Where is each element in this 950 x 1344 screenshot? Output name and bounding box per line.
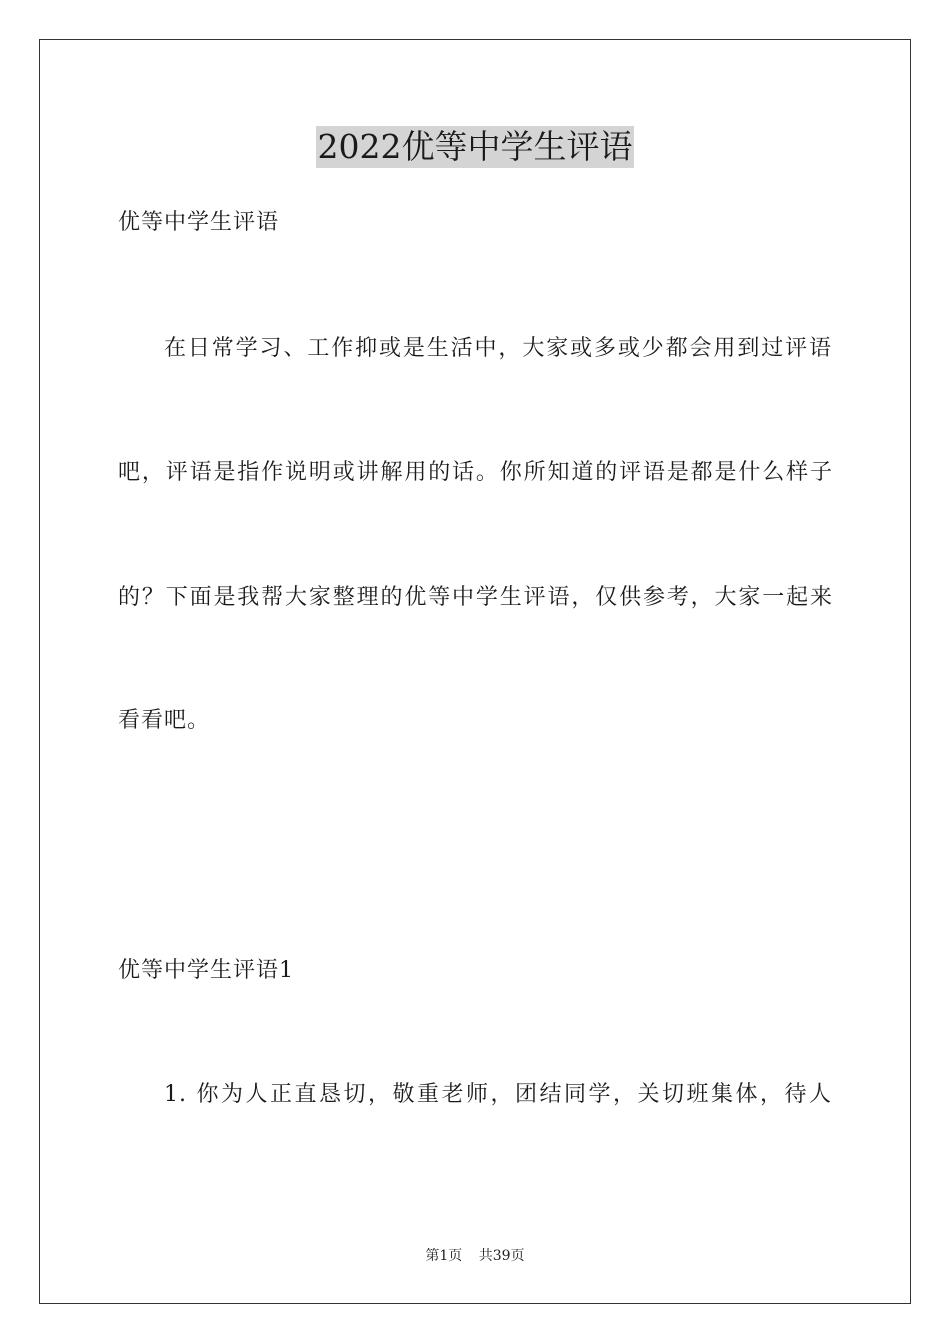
document-title: 2022优等中学生评语 — [317, 127, 633, 166]
paragraph-line: 的？下面是我帮大家整理的优等中学生评语，仅供参考，大家一起来 — [118, 585, 833, 610]
page-total: 共39页 — [478, 1248, 525, 1264]
paragraph-line: 吧，评语是指作说明或讲解用的话。你所知道的评语是都是什么样子 — [118, 460, 833, 485]
paragraph-line: 在日常学习、工作抑或是生活中，大家或多或少都会用到过评语 — [164, 336, 832, 361]
paragraph-line: 看看吧。 — [118, 708, 211, 733]
page-footer — [0, 1246, 950, 1266]
title-container — [0, 126, 950, 168]
page-number: 第1页 — [425, 1248, 463, 1264]
list-item-line: 1. 你为人正直恳切，敬重老师，团结同学，关切班集体，待人 — [164, 1082, 832, 1107]
section-heading: 优等中学生评语 — [118, 210, 280, 235]
subsection-heading: 优等中学生评语1 — [118, 958, 294, 983]
